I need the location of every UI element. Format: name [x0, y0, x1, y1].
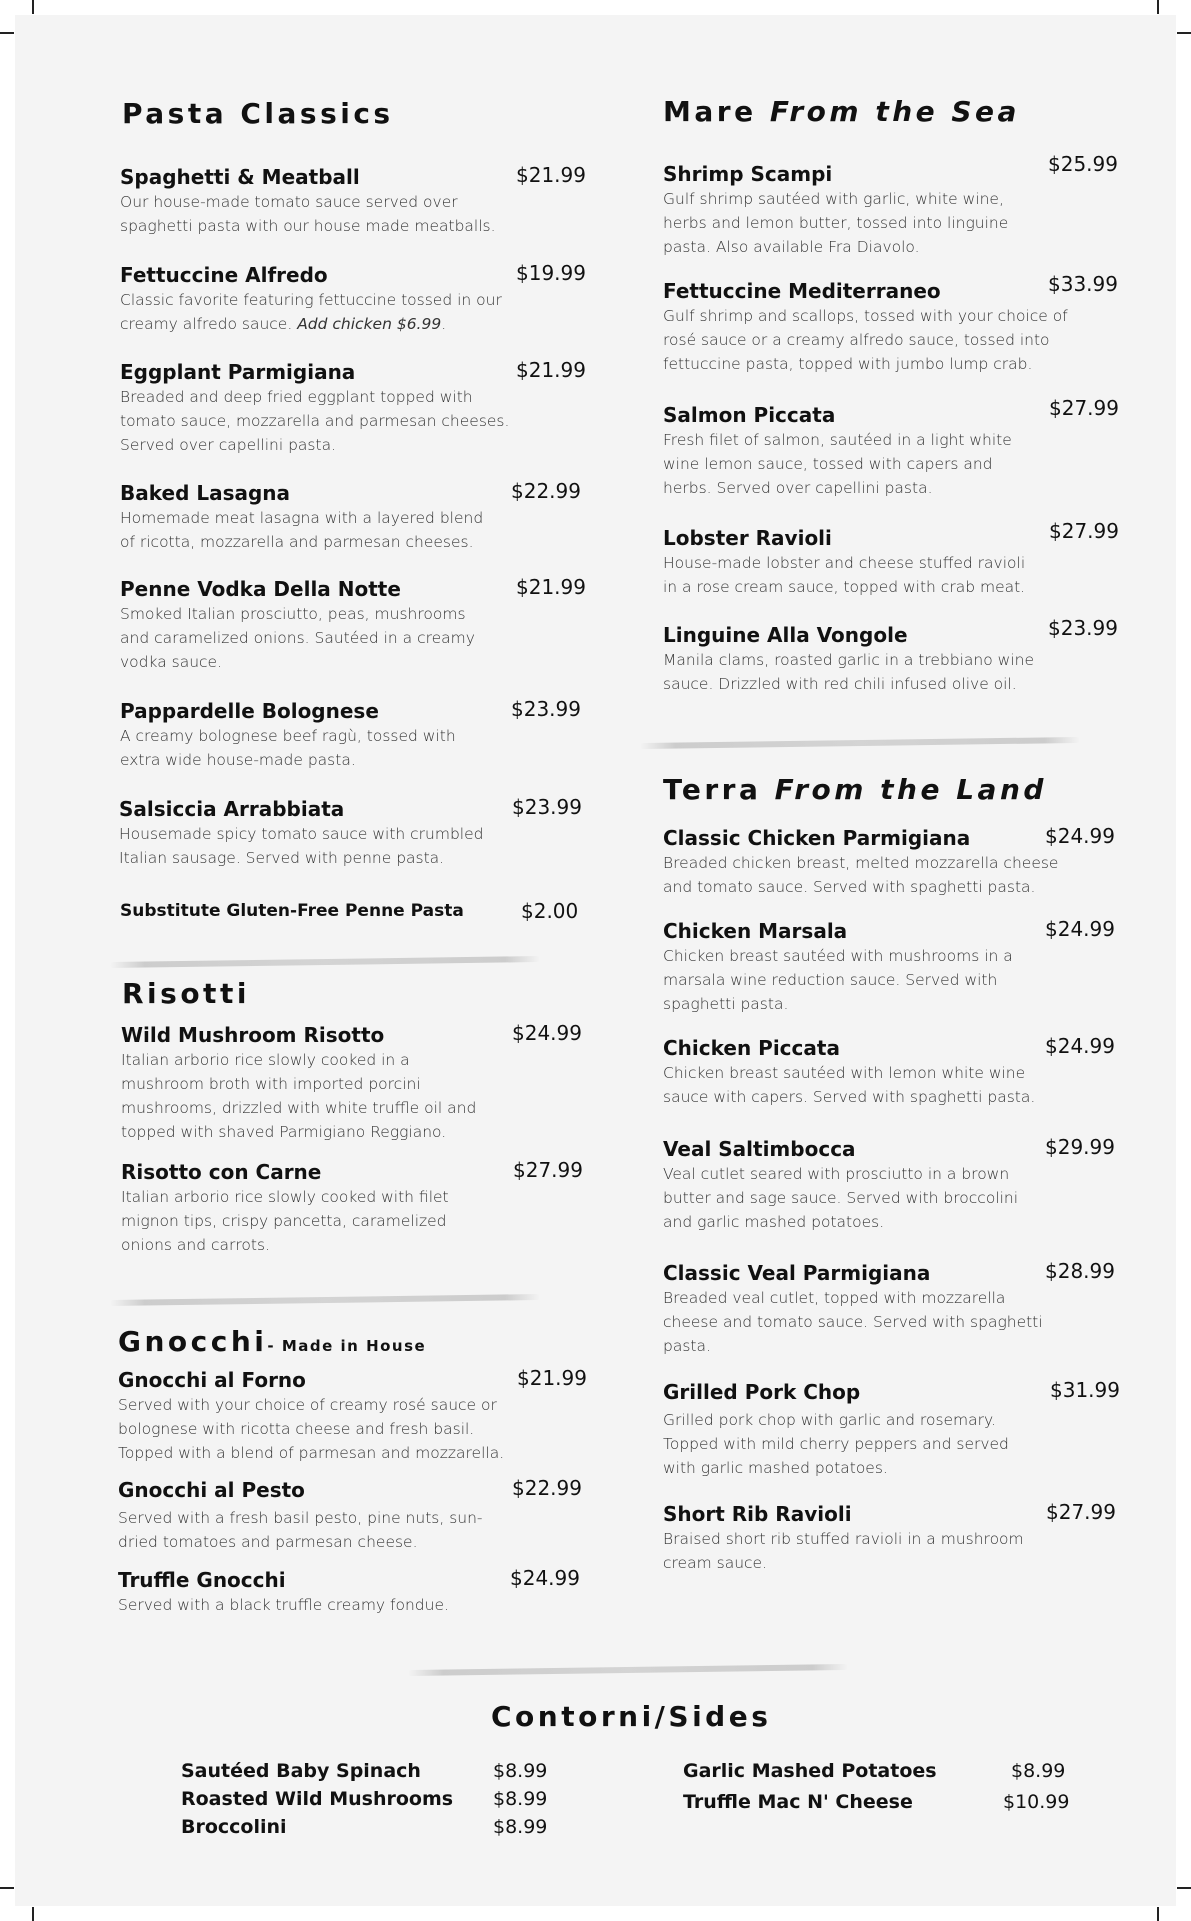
- menu-item: [119, 795, 582, 870]
- menu-item: [120, 163, 586, 238]
- item-description: Breaded veal cutlet, topped with mozzarella cheese and tomato sauce. Served with spaghetti pasta.: [663, 1289, 1043, 1355]
- item-description: Gulf shrimp sautéed with garlic, white wine, herbs and lemon butter, tossed into linguine pasta. Also available Fra Diavolo.: [663, 190, 1009, 256]
- crop-mark: [1177, 1887, 1191, 1889]
- item-price: $24.99: [1045, 917, 1115, 941]
- menu-item: [120, 261, 586, 336]
- item-name: Salsiccia Arrabbiata: [119, 797, 345, 821]
- divider-brush: [110, 1294, 540, 1306]
- item-name: Shrimp Scampi: [663, 162, 833, 186]
- item-name: Classic Veal Parmigiana: [663, 1261, 931, 1285]
- item-price: $23.99: [511, 697, 581, 721]
- gnocchi-title: Gnocchi: [118, 1325, 268, 1358]
- side-item-price: $8.99: [493, 1760, 548, 1782]
- item-description: Grilled pork chop with garlic and rosemary. Topped with mild cherry peppers and served with garlic mashed potatoes.: [663, 1411, 1009, 1477]
- side-item-price: $8.99: [493, 1788, 548, 1810]
- crop-mark: [32, 1907, 34, 1921]
- item-description: Italian arborio rice slowly cooked in a mushroom broth with imported porcini mushrooms, drizzled with white truffle oil and topped with shaved Parmigiano Reggiano.: [121, 1051, 477, 1141]
- item-description: Fresh filet of salmon, sautéed in a light white wine lemon sauce, tossed with capers and herbs. Served over capellini pasta.: [663, 431, 1012, 497]
- crop-mark: [1157, 1907, 1159, 1921]
- crop-mark: [0, 1887, 14, 1889]
- side-item-name: Garlic Mashed Potatoes: [683, 1760, 937, 1782]
- item-price: $27.99: [513, 1158, 583, 1182]
- item-description: Breaded chicken breast, melted mozzarella cheese and tomato sauce. Served with spaghetti pasta.: [663, 854, 1059, 896]
- crop-mark: [0, 32, 14, 34]
- item-price: $25.99: [1048, 152, 1118, 176]
- item-description: Chicken breast sautéed with lemon white wine sauce with capers. Served with spaghetti pasta.: [663, 1064, 1036, 1106]
- item-name: Lobster Ravioli: [663, 526, 832, 550]
- item-description: Served with a black truffle creamy fondue.: [118, 1596, 449, 1614]
- item-price: $24.99: [510, 1566, 580, 1590]
- item-price: $29.99: [1045, 1135, 1115, 1159]
- item-name: Pappardelle Bolognese: [120, 699, 379, 723]
- item-name: Wild Mushroom Risotto: [121, 1023, 385, 1047]
- menu-item: [120, 697, 581, 772]
- side-item-price: $8.99: [493, 1816, 548, 1838]
- menu-item: [121, 1021, 582, 1144]
- item-name: Classic Chicken Parmigiana: [663, 826, 971, 850]
- item-name: Gnocchi al Pesto: [118, 1478, 305, 1502]
- terra-title: Terra: [663, 773, 762, 806]
- item-note-suffix: .: [441, 315, 447, 333]
- item-price: $23.99: [512, 795, 582, 819]
- item-price: $31.99: [1050, 1378, 1120, 1402]
- item-description: A creamy bolognese beef ragù, tossed with extra wide house-made pasta.: [120, 727, 456, 769]
- item-price: $22.99: [512, 1476, 582, 1500]
- item-description: Housemade spicy tomato sauce with crumbled Italian sausage. Served with penne pasta.: [119, 825, 484, 867]
- item-name: Eggplant Parmigiana: [120, 360, 356, 384]
- item-description: Served with a fresh basil pesto, pine nuts, sun-dried tomatoes and parmesan cheese.: [118, 1509, 483, 1551]
- pasta-heading: [122, 97, 394, 130]
- item-description: House-made lobster and cheese stuffed ravioli in a rose cream sauce, topped with crab meat.: [663, 554, 1026, 596]
- mare-heading: [663, 95, 1020, 128]
- item-price: $27.99: [1049, 396, 1119, 420]
- item-name: Salmon Piccata: [663, 403, 836, 427]
- item-name: Fettuccine Alfredo: [120, 263, 328, 287]
- side-item-name: Sautéed Baby Spinach: [181, 1760, 421, 1782]
- item-description: Gulf shrimp and scallops, tossed with your choice of rosé sauce or a creamy alfredo sauce, tossed into fettuccine pasta, topped with jumbo lump crab.: [663, 307, 1068, 373]
- item-price: $2.00: [521, 899, 579, 923]
- item-name: Fettuccine Mediterraneo: [663, 279, 941, 303]
- item-price: $33.99: [1048, 272, 1118, 296]
- item-description: Veal cutlet seared with prosciutto in a brown butter and sage sauce. Served with broccolini and garlic mashed potatoes.: [663, 1165, 1019, 1231]
- crop-mark: [32, 0, 34, 14]
- side-item-price: $10.99: [1003, 1791, 1070, 1813]
- gnocchi-subtitle: - Made in House: [267, 1337, 427, 1355]
- item-name: Truffle Gnocchi: [118, 1568, 286, 1592]
- item-add-on-note: Add chicken $6.99: [297, 315, 442, 333]
- menu-item: [118, 1566, 580, 1617]
- item-price: $24.99: [512, 1021, 582, 1045]
- item-price: $21.99: [516, 163, 586, 187]
- item-description: Homemade meat lasagna with a layered blend of ricotta, mozzarella and parmesan cheeses.: [120, 509, 484, 551]
- item-name: Chicken Marsala: [663, 919, 848, 943]
- menu-item: [120, 358, 586, 457]
- item-name: Baked Lasagna: [120, 481, 291, 505]
- item-price: $22.99: [511, 479, 581, 503]
- sides-heading: [491, 1700, 772, 1733]
- menu-item: [118, 1476, 582, 1554]
- divider-brush: [110, 956, 540, 968]
- item-price: $21.99: [516, 358, 586, 382]
- item-price: $21.99: [516, 575, 586, 599]
- menu-item: [663, 272, 1143, 376]
- menu-item: [663, 1380, 1143, 1480]
- menu-item: [663, 826, 1143, 899]
- menu-item: [663, 152, 1143, 259]
- menu-item: [121, 1158, 583, 1257]
- terra-title-italic: From the Land: [774, 773, 1047, 806]
- item-price: $27.99: [1049, 519, 1119, 543]
- item-description: Served with your choice of creamy rosé sauce or bolognese with ricotta cheese and fresh basil. Topped with a blend of parmesan and mozzarella.: [118, 1396, 505, 1462]
- menu-item: [663, 1036, 1143, 1109]
- item-name: Risotto con Carne: [121, 1160, 322, 1184]
- item-name: Linguine Alla Vongole: [663, 623, 908, 647]
- menu-item: [120, 479, 581, 554]
- item-description: Braised short rib stuffed ravioli in a mushroom cream sauce.: [663, 1530, 1024, 1572]
- item-price: $28.99: [1045, 1259, 1115, 1283]
- sides-title: Contorni/Sides: [491, 1700, 772, 1733]
- mare-title: Mare: [663, 95, 757, 128]
- item-price: $21.99: [517, 1366, 587, 1390]
- item-price: $23.99: [1048, 616, 1118, 640]
- side-item-name: Truffle Mac N' Cheese: [683, 1791, 913, 1813]
- item-price: $27.99: [1046, 1500, 1116, 1524]
- menu-item: [120, 575, 586, 674]
- item-description: Smoked Italian prosciutto, peas, mushrooms and caramelized onions. Sautéed in a creamy vodka sauce.: [120, 605, 475, 671]
- menu-item: [663, 1137, 1143, 1234]
- menu-item: [663, 919, 1143, 1016]
- item-description: Breaded and deep fried eggplant topped with tomato sauce, mozzarella and parmesan cheeses. Served over capellini pasta.: [120, 388, 510, 454]
- risotti-title: Risotti: [122, 977, 250, 1010]
- item-name: Gnocchi al Forno: [118, 1368, 306, 1392]
- item-name: Veal Saltimbocca: [663, 1137, 856, 1161]
- menu-item: [663, 1502, 1143, 1575]
- crop-mark: [1157, 0, 1159, 14]
- terra-heading: [663, 773, 1047, 806]
- divider-brush: [408, 1664, 848, 1676]
- item-price: $19.99: [516, 261, 586, 285]
- item-description: Our house-made tomato sauce served over spaghetti pasta with our house made meatballs.: [120, 193, 496, 235]
- side-item-name: Roasted Wild Mushrooms: [181, 1788, 454, 1810]
- item-name: Penne Vodka Della Notte: [120, 577, 401, 601]
- item-description: Manila clams, roasted garlic in a trebbiano wine sauce. Drizzled with red chili infused olive oil.: [663, 651, 1034, 693]
- side-item-name: Broccolini: [181, 1816, 287, 1838]
- gnocchi-heading: [118, 1325, 426, 1358]
- pasta-title: Pasta Classics: [122, 97, 394, 130]
- item-description: Chicken breast sautéed with mushrooms in a marsala wine reduction sauce. Served with spaghetti pasta.: [663, 947, 1013, 1013]
- item-name: Grilled Pork Chop: [663, 1380, 861, 1404]
- item-description: Italian arborio rice slowly cooked with filet mignon tips, crispy pancetta, caramelized onions and carrots.: [121, 1188, 449, 1254]
- menu-item: [663, 616, 1143, 696]
- item-name: Short Rib Ravioli: [663, 1502, 852, 1526]
- menu-item: [120, 899, 579, 923]
- item-name: Chicken Piccata: [663, 1036, 840, 1060]
- menu-item: [663, 1261, 1143, 1358]
- menu-item: [663, 519, 1143, 599]
- menu-page: [15, 15, 1176, 1906]
- risotti-heading: [122, 977, 250, 1010]
- menu-item: [118, 1366, 587, 1465]
- mare-title-italic: From the Sea: [769, 95, 1020, 128]
- item-price: $24.99: [1045, 1034, 1115, 1058]
- item-name: Spaghetti & Meatball: [120, 165, 360, 189]
- item-description: [120, 288, 502, 336]
- item-description-text: Classic favorite featuring fettuccine tossed in our creamy alfredo sauce.: [120, 291, 502, 333]
- item-price: $24.99: [1045, 824, 1115, 848]
- item-name: Substitute Gluten-Free Penne Pasta: [120, 901, 464, 921]
- divider-brush: [640, 737, 1080, 749]
- crop-mark: [1177, 32, 1191, 34]
- side-item-price: $8.99: [1011, 1760, 1066, 1782]
- menu-item: [663, 396, 1143, 500]
